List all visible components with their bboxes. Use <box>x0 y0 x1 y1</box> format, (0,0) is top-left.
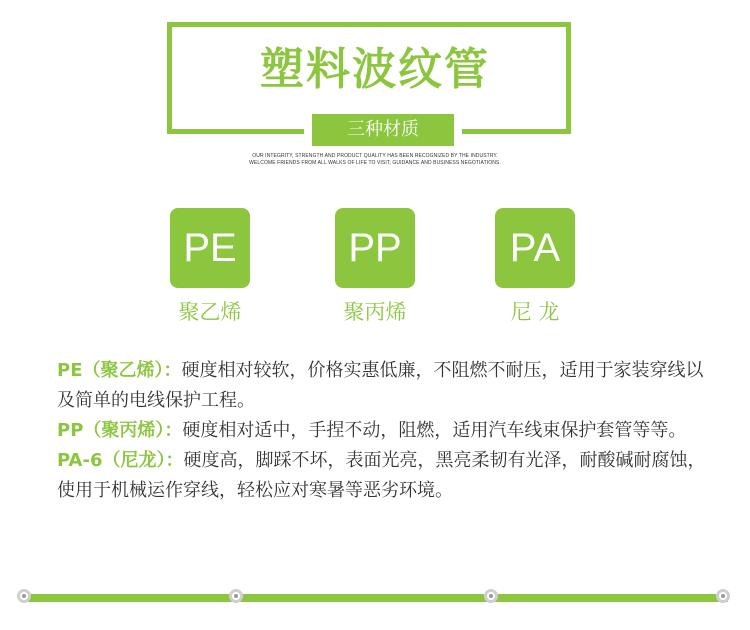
tagline <box>0 153 750 167</box>
rail-node-icon <box>484 589 498 603</box>
description-text: 硬度相对适中，手捏不动，阻燃，适用汽车线束保护套管等等。 <box>182 420 687 441</box>
material-card-pa <box>495 208 575 326</box>
material-name: 聚丙烯 <box>343 300 407 324</box>
material-name: 聚乙烯 <box>178 300 242 324</box>
material-code-badge: PE <box>170 208 250 288</box>
description-pa <box>57 446 717 506</box>
decorative-rail <box>22 594 728 602</box>
rail-node-icon <box>716 589 730 603</box>
page-title: 塑料波纹管 <box>260 44 490 95</box>
material-card-pp <box>335 208 415 326</box>
description-key: PP（聚丙烯）： <box>57 420 183 441</box>
description-text: 硬度高，脚踩不坏，表面光亮，黑亮柔韧有光泽，耐酸碱耐腐蚀，使用于机械运作穿线，轻松应对寒暑等恶劣环境。 <box>57 450 706 501</box>
description-key: PA-6（尼龙）： <box>57 450 184 471</box>
description-key: PE（聚乙烯）： <box>57 360 182 381</box>
tagline-line-2: WELCOME FRIENDS FROM ALL WALKS OF LIFE TO VISIT, GUIDANCE AND BUSINESS NEGOTIATIONS. <box>249 160 501 166</box>
rail-node-icon <box>229 589 243 603</box>
description-pe <box>57 356 717 416</box>
subtitle-badge: 三种材质 <box>304 114 462 146</box>
tagline-line-1: OUR INTEGRITY, STRENGTH AND PRODUCT QUALITY HAS BEEN RECOGNIZED BY THE INDUSTRY. <box>252 153 498 159</box>
material-name: 尼 龙 <box>510 300 560 324</box>
material-code-badge: PA <box>495 208 575 288</box>
material-card-pe <box>170 208 250 326</box>
material-descriptions <box>57 356 717 506</box>
material-code-badge: PP <box>335 208 415 288</box>
description-text: 硬度相对较软，价格实惠低廉，不阻燃不耐压，适用于家装穿线以及简单的电线保护工程。 <box>57 360 704 411</box>
description-pp <box>57 416 717 446</box>
rail-node-icon <box>17 589 31 603</box>
